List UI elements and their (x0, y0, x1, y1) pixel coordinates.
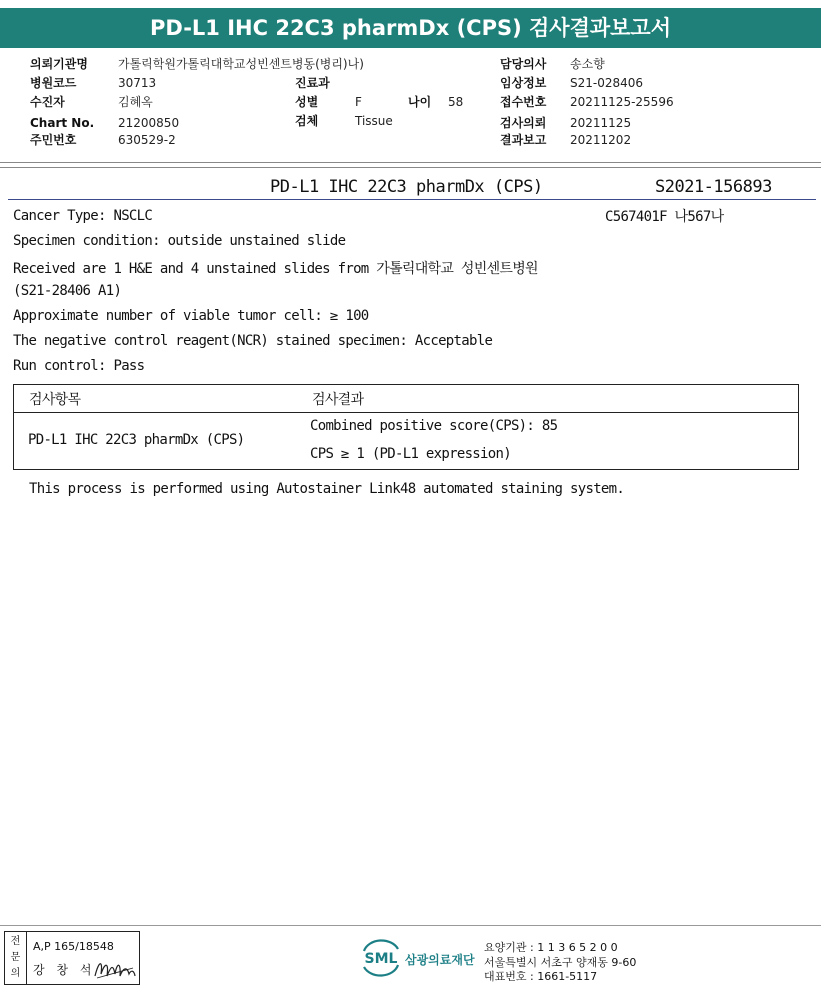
address: 서울특별시 서초구 양재동 9-60 (484, 956, 637, 969)
label-patient: 수진자 (30, 95, 65, 109)
label-clinical-info: 임상정보 (500, 76, 547, 90)
specialist-label-char: 의 (10, 968, 21, 979)
report-line: Cancer Type: NSCLC (13, 208, 153, 224)
report-line: The negative control reagent(NCR) stained specimen: Acceptable (13, 333, 493, 349)
value-hospital-code: 30713 (118, 76, 157, 90)
value-institution: 가톨릭학원가톨릭대학교성빈센트병동(병리)나) (118, 57, 364, 71)
value-sex: F (355, 95, 362, 109)
label-hospital-code: 병원코드 (30, 76, 77, 90)
header-test-result: 검사결과 (312, 392, 364, 408)
report-line: Specimen condition: outside unstained slide (13, 233, 346, 249)
label-age: 나이 (408, 95, 432, 109)
report-title: PD-L1 IHC 22C3 pharmDx (CPS) 검사결과보고서 (0, 8, 821, 48)
value-age: 58 (448, 95, 464, 109)
facility-code: 요양기관 : 1 1 3 6 5 2 0 0 (484, 941, 618, 954)
label-sex: 성별 (295, 95, 319, 109)
report-line: (S21-28406 A1) (13, 283, 122, 299)
value-request-date: 20211125 (570, 116, 632, 130)
result-cps-interpretation: CPS ≥ 1 (PD-L1 expression) (310, 446, 511, 462)
report-line: Run control: Pass (13, 358, 145, 374)
report-number: S2021-156893 (655, 177, 772, 197)
label-request-date: 검사의뢰 (500, 116, 547, 130)
label-institution: 의뢰기관명 (30, 57, 88, 71)
sml-logo-icon (358, 937, 404, 977)
result-table (13, 384, 799, 470)
value-report-date: 20211202 (570, 133, 632, 147)
value-patient: 김혜옥 (118, 95, 153, 109)
label-resident-no: 주민번호 (30, 133, 77, 147)
specialist-label-char: 전 (10, 936, 21, 947)
specialist-label (5, 932, 27, 984)
label-report-date: 결과보고 (500, 133, 547, 147)
value-chart-no: 21200850 (118, 116, 180, 130)
reference-code: C567401F 나567나 (605, 209, 724, 225)
value-resident-no: 630529-2 (118, 133, 176, 147)
test-name-heading: PD-L1 IHC 22C3 pharmDx (CPS) (270, 177, 543, 197)
doctor-name: 강 창 석 (33, 963, 96, 977)
header-test-item: 검사항목 (29, 392, 81, 408)
result-table-header (14, 385, 798, 413)
value-receipt-no: 20211125-25596 (570, 95, 674, 109)
value-clinical-info: S21-028406 (570, 76, 644, 90)
phone-number: 대표번호 : 1661-5117 (484, 970, 598, 983)
patient-info (0, 0, 821, 160)
header-divider (0, 162, 821, 163)
handwritten-signature (93, 956, 137, 982)
test-item: PD-L1 IHC 22C3 pharmDx (CPS) (28, 432, 245, 448)
signature-box (4, 931, 140, 985)
label-receipt-no: 접수번호 (500, 95, 547, 109)
report-heading-underline (8, 199, 816, 200)
label-department: 진료과 (295, 76, 330, 90)
organization-name: 삼광의료재단 (405, 953, 475, 967)
report-line: Approximate number of viable tumor cell: ≥ 100 (13, 308, 369, 324)
header-divider-2 (0, 167, 821, 168)
label-specimen: 검체 (295, 114, 319, 128)
result-cps-score: Combined positive score(CPS): 85 (310, 418, 558, 434)
specialist-label-char: 문 (10, 952, 21, 963)
label-chart-no: Chart No. (30, 116, 95, 130)
process-note: This process is performed using Autostainer Link48 automated staining system. (29, 481, 625, 497)
sml-logo-text: SML (364, 951, 398, 967)
label-doctor: 담당의사 (500, 57, 547, 71)
footer-divider (0, 925, 821, 926)
report-line: Received are 1 H&E and 4 unstained slides from 가톨릭대학교 성빈센트병원 (13, 261, 538, 277)
doctor-code: A,P 165/18548 (33, 940, 114, 953)
value-specimen: Tissue (355, 114, 393, 128)
value-doctor: 송소향 (570, 57, 605, 71)
